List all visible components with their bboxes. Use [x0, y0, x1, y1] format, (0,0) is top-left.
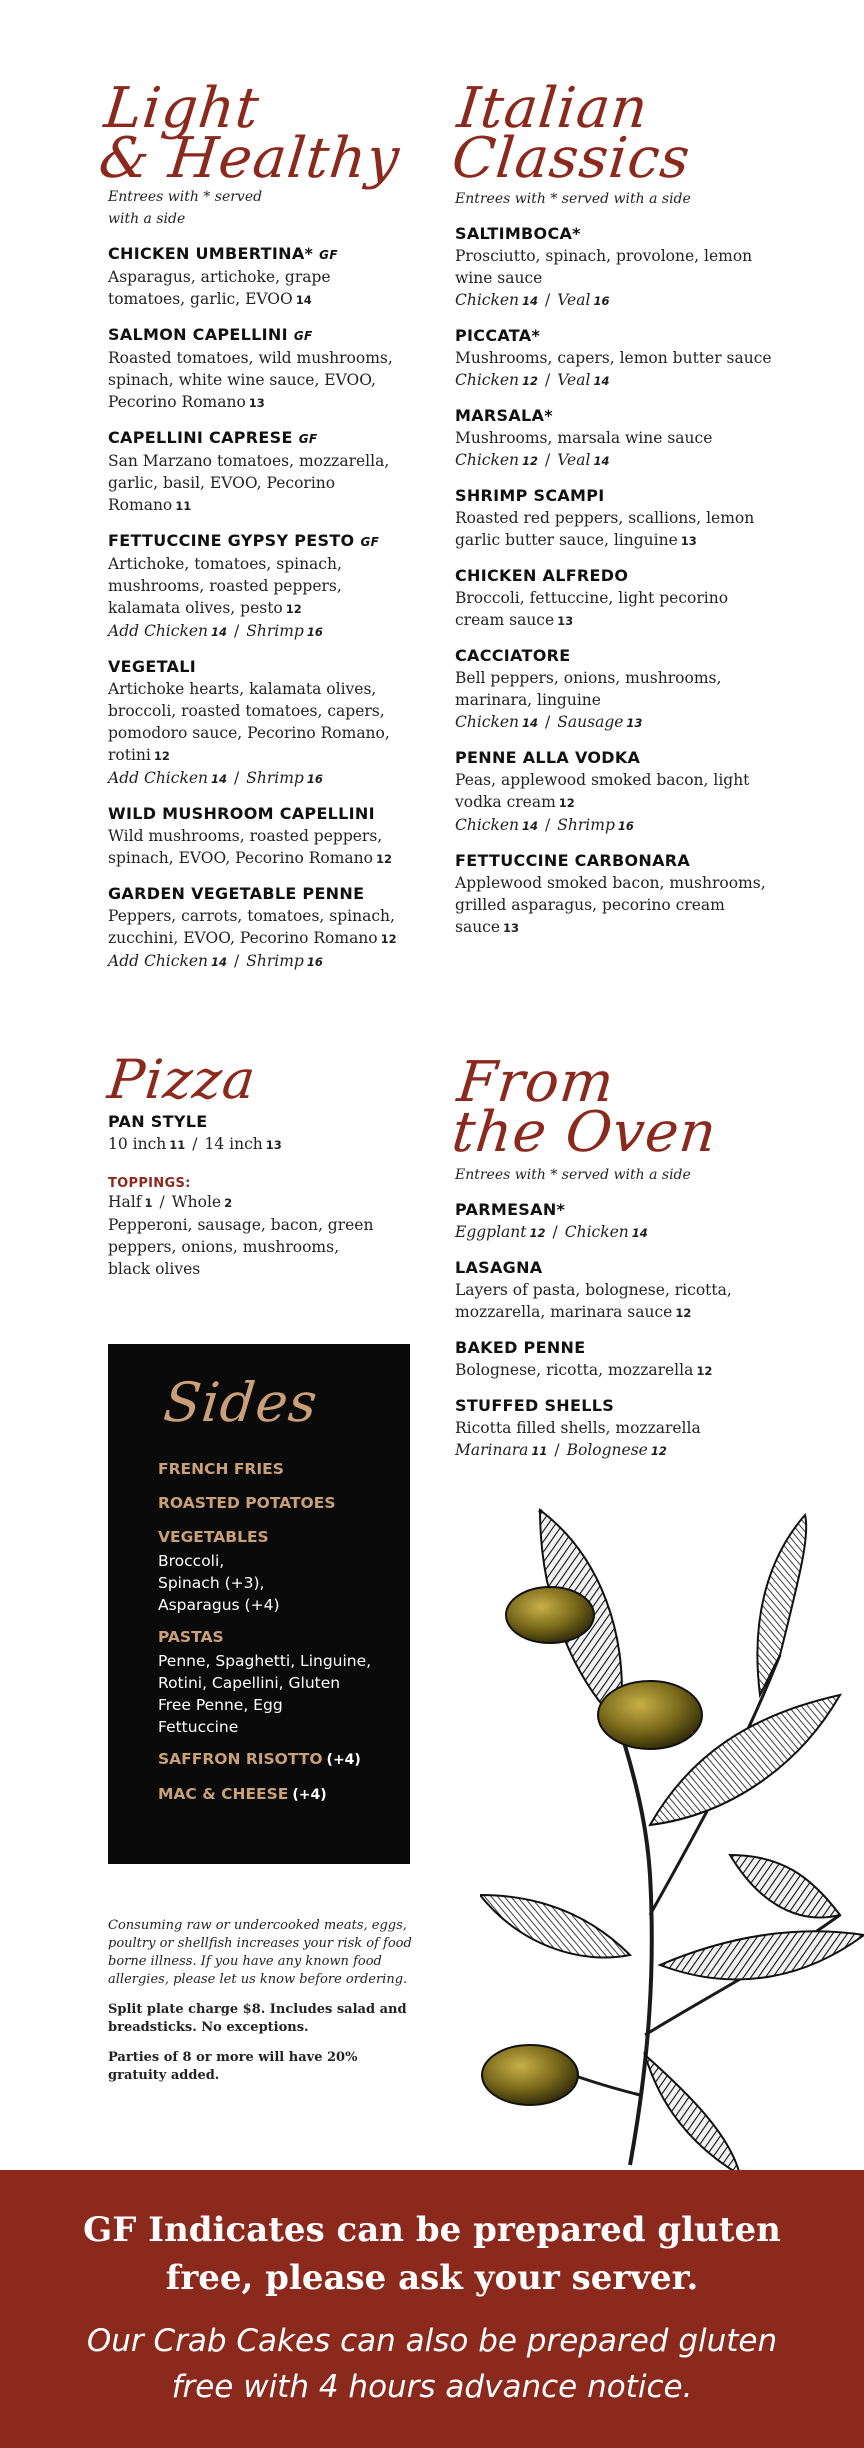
size-label: 10 inch	[108, 1135, 167, 1153]
policy-notes	[108, 1917, 420, 2085]
item-name	[455, 1395, 775, 1417]
description-text: Bolognese, ricotta, mozzarella	[455, 1361, 694, 1379]
item-title: CAPELLINI CAPRESE	[108, 428, 293, 447]
item-description	[455, 245, 775, 289]
price: 13	[680, 534, 697, 548]
title-line: the Oven	[449, 1100, 721, 1165]
item-name	[455, 747, 775, 769]
gf-notice-line: free, please ask your server.	[165, 2258, 699, 2298]
item-description	[455, 507, 775, 552]
menu-item	[108, 427, 408, 517]
price: 16	[306, 625, 323, 639]
title-line: Classics	[449, 126, 694, 191]
item-name	[455, 645, 775, 667]
item-title: GARDEN VEGETABLE PENNE	[108, 884, 365, 903]
side-description-line: Spinach (+3),	[158, 1574, 265, 1592]
crab-cakes-notice	[0, 2318, 864, 2410]
menu-item	[455, 1395, 775, 1462]
item-description	[455, 1417, 775, 1439]
description-text: Mushrooms, marsala wine sauce	[455, 429, 713, 447]
item-title: MARSALA*	[455, 406, 553, 425]
description-text: Layers of pasta, bolognese, ricotta, mozzarella, marinara sauce	[455, 1281, 732, 1321]
item-name	[455, 1257, 775, 1279]
description-text: Wild mushrooms, roasted peppers, spinach, EVOO, Pecorino Romano	[108, 827, 383, 867]
option-label: Chicken	[564, 1223, 629, 1241]
price: 12	[380, 932, 397, 946]
item-name	[108, 243, 408, 266]
protein-options	[455, 711, 775, 734]
menu-item-list	[455, 223, 775, 939]
gratuity-note: Parties of 8 or more will have 20% gratuity added.	[108, 2050, 358, 2083]
price: 14	[295, 293, 312, 307]
item-title: SALMON CAPELLINI	[108, 325, 288, 344]
item-title: WILD MUSHROOM CAPELLINI	[108, 804, 375, 823]
item-title: FETTUCCINE CARBONARA	[455, 851, 691, 870]
price: 14	[593, 454, 610, 468]
title-line: Italian	[454, 76, 652, 141]
description-text: Peppers, carrots, tomatoes, spinach, zucchini, EVOO, Pecorino Romano	[108, 907, 395, 947]
item-description	[108, 266, 408, 311]
sides-title: Sides	[160, 1371, 321, 1434]
separator: /	[545, 713, 551, 731]
price: 12	[285, 602, 302, 616]
description-text: Mushrooms, capers, lemon butter sauce	[455, 349, 772, 367]
item-name	[455, 1199, 775, 1221]
price: 12	[375, 852, 392, 866]
item-name: PAN STYLE	[108, 1112, 208, 1131]
pizza-sizes: 10 inch 11 / 14 inch 13	[108, 1135, 282, 1153]
description-text: Asparagus, artichoke, grape tomatoes, garlic, EVOO	[108, 268, 331, 308]
description-text: Artichoke, tomatoes, spinach, mushrooms, roasted peppers, kalamata olives, pesto	[108, 555, 342, 617]
item-title: SALTIMBOCA*	[455, 224, 581, 243]
item-title: CHICKEN UMBERTINA*	[108, 244, 314, 263]
upcharge: (+4)	[292, 1787, 327, 1803]
protein-options	[455, 1439, 775, 1462]
item-description	[108, 678, 408, 767]
option-label: Chicken	[455, 713, 520, 731]
price: 14	[522, 819, 539, 833]
item-title: FETTUCCINE GYPSY PESTO	[108, 531, 355, 550]
price: 16	[593, 294, 610, 308]
item-name	[108, 883, 408, 905]
gluten-free-badge: GF	[298, 432, 318, 446]
side-title: ROASTED POTATOES	[158, 1494, 336, 1512]
separator: /	[545, 451, 551, 469]
protein-options	[455, 814, 775, 837]
crab-notice-line: free with 4 hours advance notice.	[171, 2369, 693, 2405]
price: 14	[593, 374, 610, 388]
menu-item	[108, 803, 408, 870]
upcharge: (+4)	[326, 1752, 361, 1768]
item-title: LASAGNA	[455, 1258, 543, 1277]
item-title: SHRIMP SCAMPI	[455, 486, 605, 505]
side-title: MAC & CHEESE	[158, 1785, 289, 1803]
item-description	[455, 1359, 775, 1382]
price: 12	[522, 374, 539, 388]
title-line: From	[454, 1050, 618, 1115]
side-item	[158, 1624, 380, 1738]
side-name	[158, 1490, 380, 1516]
toppings-label: TOPPINGS:	[108, 1176, 191, 1191]
side-description-line: Asparagus (+4)	[158, 1596, 280, 1614]
item-name	[455, 565, 775, 587]
item-title: BAKED PENNE	[455, 1338, 586, 1357]
food-safety-warning: Consuming raw or undercooked meats, eggs, poultry or shellfish increases your risk of food borne illness. If you have any known food allergies, please let us know before ordering.	[108, 1918, 412, 1987]
price: 13	[248, 396, 265, 410]
item-title: PARMESAN*	[455, 1200, 566, 1219]
item-name	[108, 656, 408, 678]
side-title: VEGETABLES	[158, 1528, 269, 1546]
price: 11	[175, 499, 192, 513]
separator: /	[234, 952, 240, 970]
menu-item	[455, 747, 775, 837]
item-description	[455, 667, 775, 711]
option-label: Marinara	[455, 1441, 529, 1459]
price: 12	[558, 796, 575, 810]
menu-item	[108, 530, 408, 643]
item-name	[455, 223, 775, 245]
item-description	[108, 347, 408, 414]
item-description	[108, 905, 408, 950]
sides-list	[158, 1456, 380, 1808]
item-title: CHICKEN ALFREDO	[455, 566, 629, 585]
price: 12	[696, 1364, 713, 1378]
option-label: Chicken	[455, 451, 520, 469]
option-label: Shrimp	[246, 622, 304, 640]
side-title: FRENCH FRIES	[158, 1460, 284, 1478]
size-label: 14 inch	[204, 1135, 263, 1153]
note-line: Entrees with * served	[108, 189, 263, 205]
side-name	[158, 1524, 380, 1550]
description-text: Roasted tomatoes, wild mushrooms, spinach, white wine sauce, EVOO, Pecorino Romano	[108, 349, 393, 411]
item-name	[455, 485, 775, 507]
light-healthy-title	[96, 76, 414, 191]
option-label: Veal	[557, 371, 591, 389]
item-title: PICCATA*	[455, 326, 541, 345]
separator: /	[552, 1223, 558, 1241]
item-description	[455, 1279, 775, 1324]
item-description	[455, 769, 775, 814]
side-name	[158, 1781, 380, 1808]
price: 2	[224, 1196, 233, 1210]
protein-options	[108, 620, 408, 643]
separator: /	[545, 291, 551, 309]
item-title: VEGETALI	[108, 657, 196, 676]
description-text: Ricotta filled shells, mozzarella	[455, 1419, 701, 1437]
separator: /	[234, 622, 240, 640]
section-note: Entrees with * served with a side	[455, 1167, 691, 1183]
price: 13	[626, 716, 643, 730]
side-name	[158, 1456, 380, 1482]
price: 14	[211, 955, 228, 969]
menu-item	[108, 243, 408, 311]
gluten-free-badge: GF	[293, 329, 313, 343]
item-name	[455, 405, 775, 427]
toppings-list: Pepperoni, sausage, bacon, green peppers, onions, mushrooms, black olives	[108, 1216, 374, 1278]
menu-item	[455, 1199, 775, 1244]
option-label: Bolognese	[566, 1441, 648, 1459]
item-description	[108, 553, 408, 620]
menu-item	[455, 1257, 775, 1324]
item-title: CACCIATORE	[455, 646, 571, 665]
olive-branch-illustration	[480, 1495, 864, 2175]
price: 12	[675, 1306, 692, 1320]
side-description-line: Rotini, Capellini, Gluten	[158, 1674, 341, 1692]
side-name	[158, 1746, 380, 1773]
price: 11	[531, 1444, 548, 1458]
separator: /	[554, 1441, 560, 1459]
item-description	[108, 450, 408, 517]
gluten-free-footer	[0, 2170, 864, 2448]
sides-section	[108, 1344, 410, 1864]
price: 14	[631, 1226, 648, 1240]
option-label: Sausage	[557, 713, 624, 731]
side-item	[158, 1490, 380, 1516]
whole-label: Whole	[171, 1193, 222, 1211]
price: 14	[522, 294, 539, 308]
item-description	[455, 347, 775, 369]
option-label: Chicken	[455, 291, 520, 309]
item-description	[108, 825, 408, 870]
gluten-free-badge: GF	[360, 535, 380, 549]
menu-item-list	[108, 243, 408, 973]
item-name	[455, 1337, 775, 1359]
option-label: Shrimp	[246, 769, 304, 787]
menu-item	[108, 324, 408, 414]
gf-notice	[0, 2206, 864, 2302]
from-the-oven-section	[449, 1050, 775, 1462]
half-label: Half	[108, 1193, 142, 1211]
side-title: SAFFRON RISOTTO	[158, 1750, 323, 1768]
item-name	[455, 850, 775, 872]
section-note: Entrees with * served with a side	[455, 191, 691, 207]
menu-item-list	[455, 1199, 775, 1462]
option-label: Chicken	[455, 371, 520, 389]
option-label: Veal	[557, 291, 591, 309]
price: 12	[529, 1226, 546, 1240]
protein-options	[455, 369, 775, 392]
option-label: Add Chicken	[108, 769, 208, 787]
gluten-free-badge: GF	[319, 248, 338, 262]
price: 12	[522, 454, 539, 468]
item-name	[108, 803, 408, 825]
menu-item	[455, 405, 775, 472]
menu-item	[108, 656, 408, 790]
side-title: PASTAS	[158, 1628, 224, 1646]
menu-item	[455, 565, 775, 632]
menu-item	[455, 850, 775, 939]
side-item	[158, 1456, 380, 1482]
gf-notice-line: GF Indicates can be prepared gluten	[83, 2210, 781, 2250]
protein-options	[455, 449, 775, 472]
pizza-section	[104, 1048, 408, 1280]
description-text: Broccoli, fettuccine, light pecorino cream sauce	[455, 589, 729, 629]
topping-prices: Half 1 / Whole 2	[108, 1193, 233, 1211]
note-line: with a side	[108, 211, 186, 227]
side-description-line: Penne, Spaghetti, Linguine,	[158, 1652, 372, 1670]
side-item	[158, 1746, 380, 1773]
menu-item	[108, 883, 408, 973]
oven-title	[449, 1050, 781, 1165]
side-description-line: Broccoli,	[158, 1552, 225, 1570]
item-name	[108, 427, 408, 450]
section-note	[108, 186, 408, 230]
menu-item	[455, 325, 775, 392]
description-text: Roasted red peppers, scallions, lemon garlic butter sauce, linguine	[455, 509, 755, 549]
menu-item	[455, 223, 775, 312]
item-name	[108, 324, 408, 347]
side-description-line: Fettuccine	[158, 1718, 239, 1736]
description-text: San Marzano tomatoes, mozzarella, garlic, basil, EVOO, Pecorino Romano	[108, 452, 390, 514]
protein-options	[108, 767, 408, 790]
separator: /	[545, 371, 551, 389]
price: 12	[153, 749, 170, 763]
separator: /	[545, 816, 551, 834]
option-label: Add Chicken	[108, 952, 208, 970]
option-label: Shrimp	[246, 952, 304, 970]
price: 11	[169, 1138, 186, 1152]
price: 12	[650, 1444, 667, 1458]
item-description	[455, 427, 775, 449]
protein-options	[455, 289, 775, 312]
option-label: Eggplant	[455, 1223, 527, 1241]
item-name	[455, 325, 775, 347]
italian-classics-section	[449, 76, 775, 939]
italian-classics-title	[449, 76, 781, 191]
side-description-line: Free Penne, Egg	[158, 1696, 283, 1714]
price: 13	[503, 921, 520, 935]
description-text: Prosciutto, spinach, provolone, lemon wine sauce	[455, 247, 753, 287]
menu-item	[455, 1337, 775, 1382]
protein-options	[455, 1221, 775, 1244]
pizza-title: Pizza	[104, 1048, 260, 1111]
description-text: Peas, applewood smoked bacon, light vodka cream	[455, 771, 750, 811]
item-description	[455, 872, 775, 939]
menu-item	[108, 1111, 408, 1156]
side-name	[158, 1624, 380, 1650]
item-name	[108, 530, 408, 553]
price: 14	[211, 625, 228, 639]
protein-options	[108, 950, 408, 973]
menu-item	[455, 645, 775, 734]
crab-notice-line: Our Crab Cakes can also be prepared gluten	[86, 2323, 778, 2359]
price: 1	[144, 1196, 153, 1210]
option-label: Shrimp	[557, 816, 615, 834]
description-text: Bell peppers, onions, mushrooms, marinara, linguine	[455, 669, 722, 709]
split-plate-note: Split plate charge $8. Includes salad and breadsticks. No exceptions.	[108, 2002, 407, 2035]
light-healthy-section	[96, 76, 408, 973]
separator: /	[234, 769, 240, 787]
item-title: STUFFED SHELLS	[455, 1396, 615, 1415]
item-title: PENNE ALLA VODKA	[455, 748, 641, 767]
option-label: Chicken	[455, 816, 520, 834]
title-line: Light	[101, 76, 263, 141]
item-description	[455, 587, 775, 632]
price: 16	[306, 955, 323, 969]
description-text: Applewood smoked bacon, mushrooms, grilled asparagus, pecorino cream sauce	[455, 874, 766, 936]
description-text: Artichoke hearts, kalamata olives, broccoli, roasted tomatoes, capers, pomodoro sauce, Pecorino Romano, rotini	[108, 680, 390, 764]
option-label: Veal	[557, 451, 591, 469]
option-label: Add Chicken	[108, 622, 208, 640]
menu-item	[455, 485, 775, 552]
side-item	[158, 1781, 380, 1808]
price: 16	[617, 819, 634, 833]
side-item	[158, 1524, 380, 1616]
price: 13	[265, 1138, 282, 1152]
price: 14	[211, 772, 228, 786]
price: 16	[306, 772, 323, 786]
price: 14	[522, 716, 539, 730]
price: 13	[557, 614, 574, 628]
title-line: & Healthy	[96, 126, 403, 191]
